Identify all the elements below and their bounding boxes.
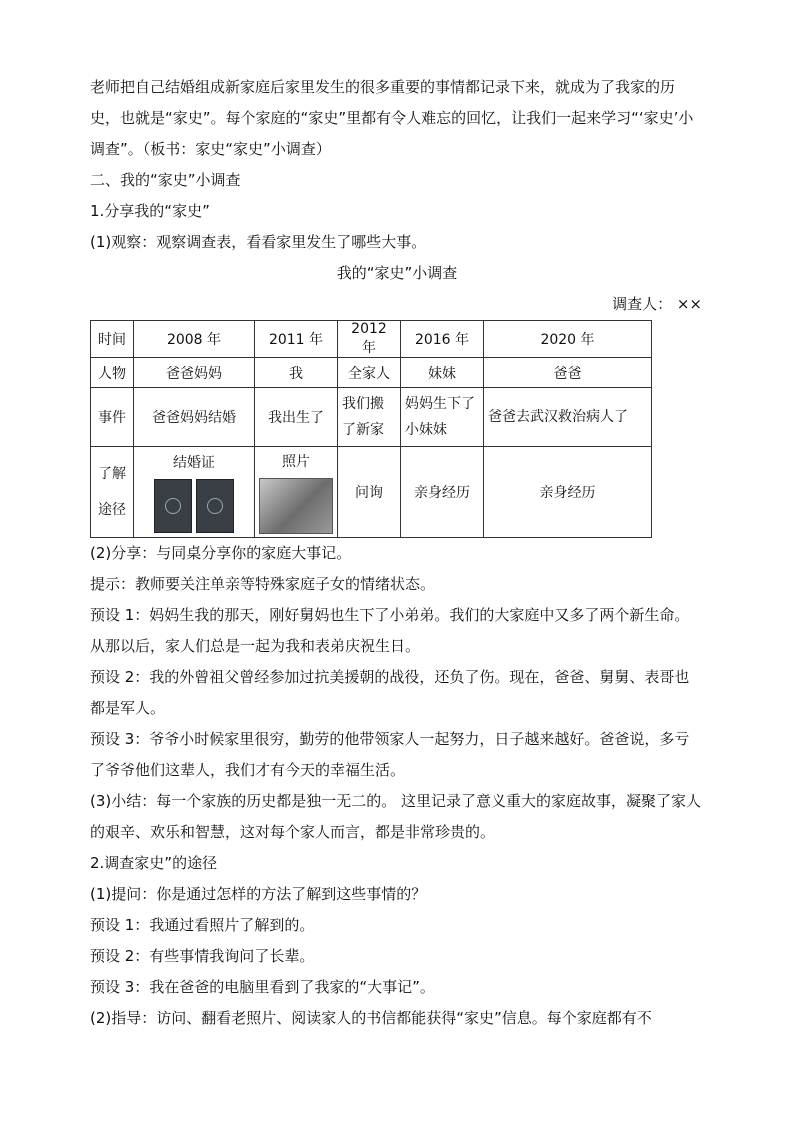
event-cell: 爸爸妈妈结婚 (134, 388, 255, 447)
table-row-person (91, 358, 652, 388)
investigator-line: 调查人： ×× (612, 295, 702, 313)
observe-instruction: (1)观察：观察调查表，看看家里发生了哪些大事。 (90, 233, 427, 251)
year-cell: 2016 年 (401, 321, 484, 358)
person-cell: 我 (255, 358, 338, 388)
year-cell: 2008 年 (134, 321, 255, 358)
event-text: 爸爸去武汉救治病人了 (488, 409, 628, 425)
guidance: (2)指导：访问、翻看老照片、阅读家人的书信都能获得“家史”信息。每个家庭都有不 (90, 1009, 652, 1027)
answer-preset-1: 预设 1：我通过看照片了解到的。 (90, 916, 315, 934)
table-row-time (91, 321, 652, 358)
intro-paragraph: 老师把自己结婚组成新家庭后家里发生的很多重要的事情都记录下来，就成为了我家的历史，也就是“家史”。每个家庭的“家史”里都有令人难忘的回忆，让我们一起来学习“‘家史’小调查”。（板书：家史“家史”小调查） (90, 78, 694, 158)
preset-2: 预设 2：我的外曾祖父曾经参加过抗美援朝的战役，还负了伤。现在，爸爸、舅舅、表哥也都是军人。 (90, 668, 690, 717)
way-cell: 问询 (338, 447, 401, 538)
subsection-heading: 1.分享我的“家史” (90, 202, 210, 220)
way-cell (255, 447, 338, 538)
summary: (3)小结：每一个家族的历史都是独一无二的。 这里记录了意义重大的家庭故事，凝聚了家人的艰辛、欢乐和智慧，这对每个家人而言，都是非常珍贵的。 (90, 792, 702, 841)
family-history-table (90, 320, 652, 538)
person-cell: 妹妹 (401, 358, 484, 388)
preset-1: 预设 1：妈妈生我的那天，刚好舅妈也生下了小弟弟。我们的大家庭中又多了两个新生命。从那以后，家人们总是一起为我和表弟庆祝生日。 (90, 606, 690, 655)
marriage-certificate-image (154, 479, 234, 533)
way-text: 结婚证 (173, 455, 215, 471)
person-cell: 全家人 (338, 358, 401, 388)
certificate-book-icon (154, 479, 192, 533)
event-cell (484, 388, 652, 447)
answer-preset-2: 预设 2：有些事情我询问了长辈。 (90, 947, 315, 965)
way-with-image (138, 451, 250, 533)
subsection-heading-2: 2.调查家史”的途径 (90, 854, 218, 872)
share-instruction: (2)分享：与同桌分享你的家庭大事记。 (90, 544, 352, 562)
section-heading: 二、我的“家史”小调查 (90, 171, 241, 189)
way-with-image (259, 450, 333, 534)
event-cell: 我出生了 (255, 388, 338, 447)
row-label-way: 了解途径 (91, 447, 134, 538)
event-cell (401, 388, 484, 447)
person-cell: 爸爸 (484, 358, 652, 388)
way-cell (134, 447, 255, 538)
certificate-book-icon (196, 479, 234, 533)
year-cell: 2012 年 (338, 321, 401, 358)
year-cell: 2011 年 (255, 321, 338, 358)
question: (1)提问：你是通过怎样的方法了解到这些事情的？ (90, 885, 427, 903)
way-cell: 亲身经历 (484, 447, 652, 538)
teacher-tip: 提示：教师要关注单亲等特殊家庭子女的情绪状态。 (90, 575, 436, 593)
event-cell (338, 388, 401, 447)
row-label-event: 事件 (91, 388, 134, 447)
baby-feet-photo (259, 478, 333, 534)
event-text: 妈妈生下了小妹妹 (405, 396, 475, 438)
table-row-event (91, 388, 652, 447)
table-title: 我的“家史”小调查 (336, 264, 458, 282)
table-row-way (91, 447, 652, 538)
way-text: 照片 (282, 454, 310, 470)
year-cell: 2020 年 (484, 321, 652, 358)
preset-3: 预设 3：爷爷小时候家里很穷，勤劳的他带领家人一起努力，日子越来越好。爸爸说，多亏了爷爷他们这辈人，我们才有今天的幸福生活。 (90, 730, 690, 779)
document-page (90, 72, 704, 1034)
person-cell: 爸爸妈妈 (134, 358, 255, 388)
row-label-person: 人物 (91, 358, 134, 388)
event-text: 我们搬了新家 (342, 396, 384, 438)
answer-preset-3: 预设 3：我在爸爸的电脑里看到了我家的“大事记”。 (90, 978, 435, 996)
row-label-time: 时间 (91, 321, 134, 358)
way-cell: 亲身经历 (401, 447, 484, 538)
